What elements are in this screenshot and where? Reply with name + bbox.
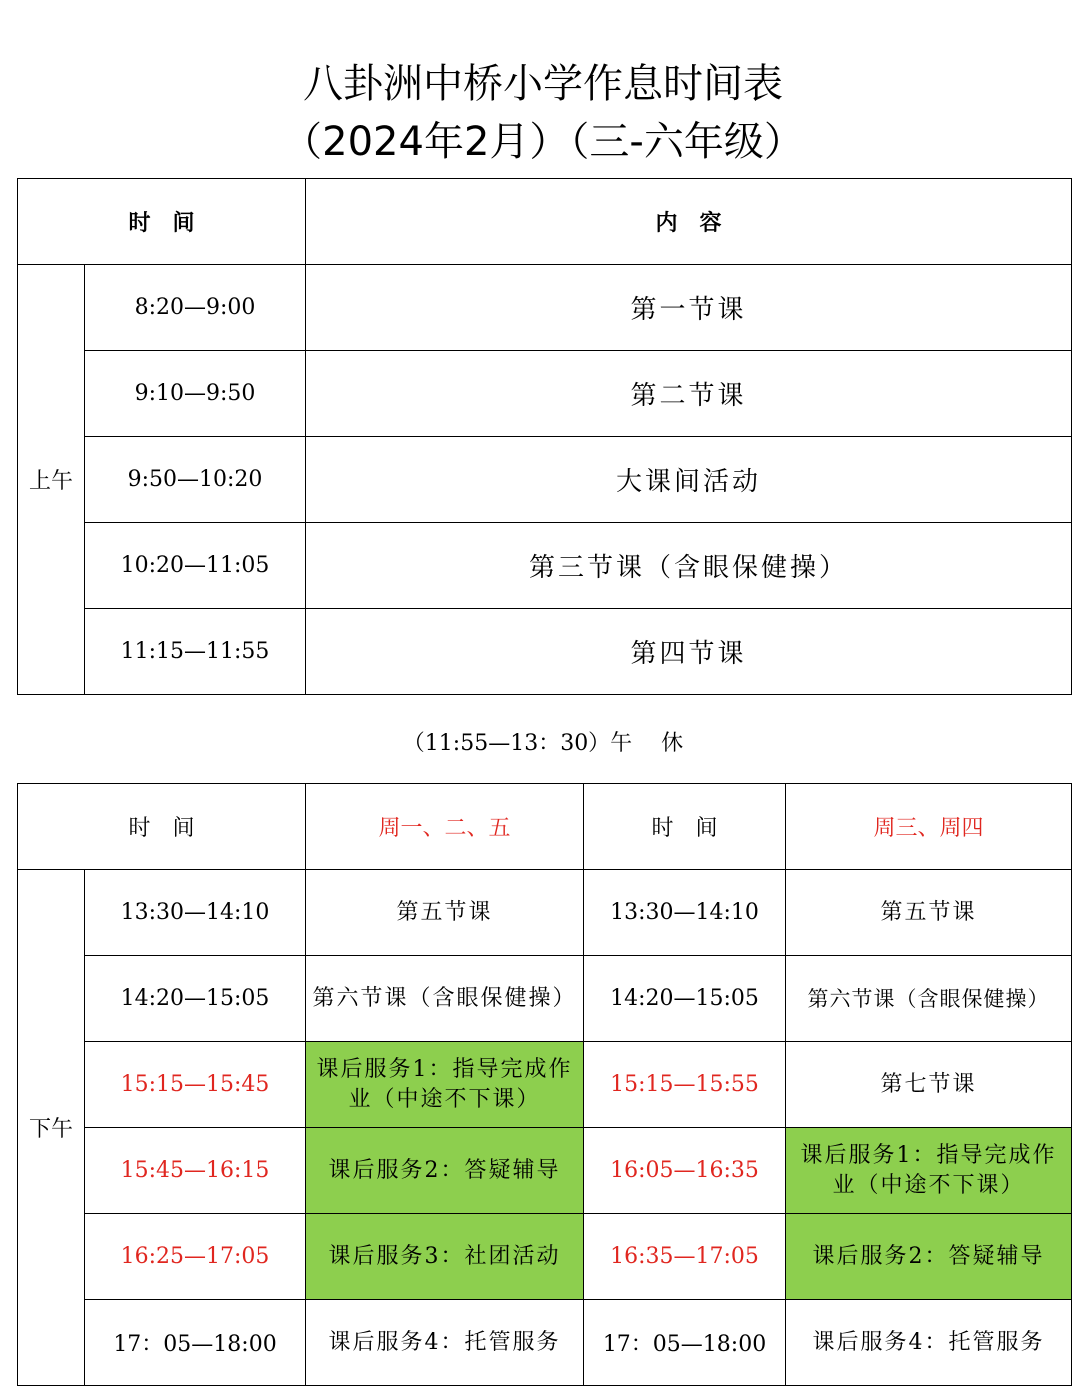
content-cell: 课后服务3：社团活动 [306, 1214, 584, 1300]
wed-thu-header: 周三、周四 [786, 784, 1072, 870]
time-cell: 9:10—9:50 [85, 351, 306, 437]
content-cell: 第二节课 [306, 351, 1072, 437]
mon-tue-fri-header: 周一、二、五 [306, 784, 584, 870]
content-cell: 课后服务1：指导完成作业（中途不下课） [786, 1128, 1072, 1214]
time-cell: 16:05—16:35 [584, 1128, 786, 1214]
time-cell: 13:30—14:10 [584, 870, 786, 956]
time-cell: 9:50—10:20 [85, 437, 306, 523]
time-cell: 17：05—18:00 [584, 1300, 786, 1386]
content-cell: 第六节课（含眼保健操） [306, 956, 584, 1042]
time-cell: 10:20—11:05 [85, 523, 306, 609]
content-cell: 课后服务2：答疑辅导 [786, 1214, 1072, 1300]
afternoon-schedule-table [17, 783, 1072, 1386]
page-subtitle: （2024年2月）（三-六年级） [282, 119, 804, 165]
time-cell: 8:20—9:00 [85, 265, 306, 351]
time-cell: 14:20—15:05 [85, 956, 306, 1042]
morning-label: 上午 [18, 265, 85, 695]
content-cell: 第七节课 [786, 1042, 1072, 1128]
time-cell: 16:25—17:05 [85, 1214, 306, 1300]
time-cell: 13:30—14:10 [85, 870, 306, 956]
page-title: 八卦洲中桥小学作息时间表 [303, 61, 783, 107]
time-header: 时 间 [18, 784, 306, 870]
content-cell: 课后服务1：指导完成作业（中途不下课） [306, 1042, 584, 1128]
time-cell: 15:45—16:15 [85, 1128, 306, 1214]
morning-schedule-table [17, 178, 1072, 695]
content-cell: 课后服务4：托管服务 [786, 1300, 1072, 1386]
time-cell: 15:15—15:45 [85, 1042, 306, 1128]
afternoon-label: 下午 [18, 870, 85, 1386]
content-cell: 第一节课 [306, 265, 1072, 351]
time-cell: 14:20—15:05 [584, 956, 786, 1042]
content-cell: 第五节课 [786, 870, 1072, 956]
time-header: 时 间 [18, 179, 306, 265]
content-cell: 大课间活动 [306, 437, 1072, 523]
noon-break-label: （11:55—13：30）午 休 [402, 731, 684, 756]
time-cell: 17：05—18:00 [85, 1300, 306, 1386]
content-cell: 课后服务2：答疑辅导 [306, 1128, 584, 1214]
content-header: 内 容 [306, 179, 1072, 265]
content-cell: 第五节课 [306, 870, 584, 956]
content-cell: 第六节课（含眼保健操） [786, 956, 1072, 1042]
time-cell: 16:35—17:05 [584, 1214, 786, 1300]
time-cell: 15:15—15:55 [584, 1042, 786, 1128]
content-cell: 第四节课 [306, 609, 1072, 695]
time-cell: 11:15—11:55 [85, 609, 306, 695]
content-cell: 课后服务4：托管服务 [306, 1300, 584, 1386]
content-cell: 第三节课（含眼保健操） [306, 523, 1072, 609]
time-header: 时 间 [584, 784, 786, 870]
